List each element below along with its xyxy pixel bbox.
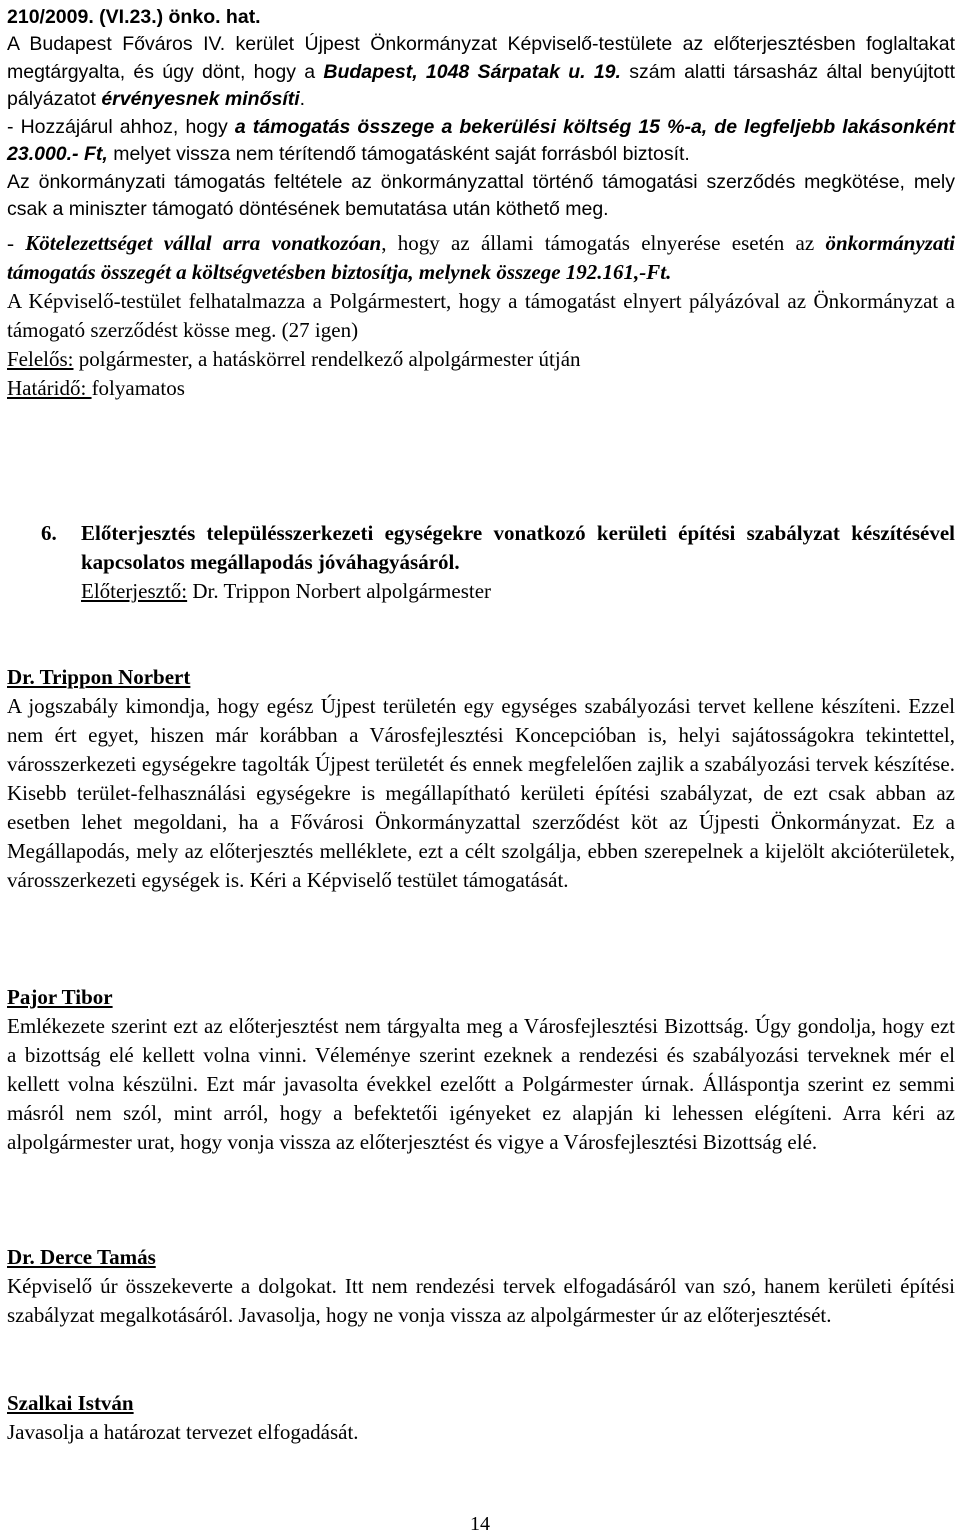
speech-szalkai [7,1389,955,1447]
speaker-name: Dr. Derce Tamás [7,1245,156,1269]
agenda-item-presenter: Előterjesztő: Dr. Trippon Norbert alpolgármester [81,579,492,603]
resolution-block-serif [7,229,955,403]
responsible-line: Felelős: polgármester, a hatáskörrel rendelkező alpolgármester útján [7,347,581,371]
agenda-item [7,519,955,606]
page-number: 14 [470,1513,490,1535]
resolution-block [7,4,955,224]
speech-trippon [7,663,955,895]
resolution-paragraph-4: - Kötelezettséget vállal arra vonatkozóan, hogy az állami támogatás elnyerése esetén az önkormányzati támogatás összegét a költségvetésben biztosítja, melynek összege 192.161,-Ft. [7,231,956,284]
speaker-name: Dr. Trippon Norbert [7,665,191,689]
speech-derce [7,1243,955,1330]
speech-pajor [7,983,955,1157]
speech-text: Javasolja a határozat tervezet elfogadását. [7,1420,359,1444]
resolution-number: 210/2009. (VI.23.) önko. hat. [7,6,261,28]
speech-text: Emlékezete szerint ezt az előterjesztést nem tárgyalta meg a Városfejlesztési Bizottság. Úgy gondolja, hogy ezt a bizottság elé kellett volna vinni. Véleménye szerint ezeknek a rendezési és szabályozási terveknek mér el kellett volna készülni. Ezt már javasolta évekkel ezelőtt a Polgármester úrnak. Álláspontja szerint ez semmi másról nem szól, mint arról, hogy a befektetői igényeket ez alapján ki lehessen elégíteni. Arra kéri az alpolgármester urat, hogy vonja vissza az előterjesztést és vigye a Városfejlesztési Bizottság elé. [7,1014,955,1154]
resolution-paragraph-1: A Budapest Főváros IV. kerület Újpest Önkormányzat Képviselő-testülete az előterjesztésben foglaltakat megtárgyalta, és úgy dönt, hogy a Budapest, 1048 Sárpatak u. 19. szám alatti társasház által benyújtott pályázatot érvényesnek minősíti. [7,33,955,110]
agenda-item-title: 6. Előterjesztés településszerkezeti egységekre vonatkozó kerületi építési szabályzat készítésével kapcsolatos megállapodás jóváhagyásáról. [41,521,955,574]
speech-text: A jogszabály kimondja, hogy egész Újpest területén egy egységes szabályozási tervet kellene készíteni. Ezzel nem ért egyet, hiszen már korábban a Városfejlesztési Koncepcióban is, helyi sajátosságokra tekintettel, városszerkezeti egységekre tagolták Újpest területét és ennek megfelelően zajlik a szabályozási tervek készítése. Kisebb terület-felhasználási egységekre is megállapítható kerületi építési szabályzat, de ezt csak abban az esetben lehet megoldani, ha a Fővárosi Önkormányzattal szerződést köt az Újpesti Önkormányzat. Ez a Megállapodás, mely az előterjesztés melléklete, ezt a célt szolgálja, ebben szerepelnek a kijelölt akcióterületek, városszerkezeti egységek is. Kéri a Képviselő testület támogatását. [7,694,955,892]
deadline-line: Határidő: folyamatos [7,376,185,400]
speaker-name: Szalkai István [7,1391,134,1415]
agenda-item-number: 6. [41,521,57,545]
resolution-paragraph-3: Az önkormányzati támogatás feltétele az önkormányzattal történő támogatási szerződés megkötése, mely csak a miniszter támogató döntésének bemutatása után köthető meg. [7,170,955,220]
speech-text: Képviselő úr összekeverte a dolgokat. Itt nem rendezési tervek elfogadásáról van szó, hanem kerületi építési szabályzat megalkotásáról. Javasolja, hogy ne vonja vissza az alpolgármester úr az előterjesztését. [7,1274,955,1327]
resolution-paragraph-2: - Hozzájárul ahhoz, hogy a támogatás összege a bekerülési költség 15 %-a, de legfeljebb lakásonként 23.000.- Ft, melyet vissza nem térítendő támogatásként saját forrásból biztosít. [7,115,955,165]
speaker-name: Pajor Tibor [7,985,113,1009]
resolution-paragraph-5: A Képviselő-testület felhatalmazza a Polgármestert, hogy a támogatást elnyert pályázóval az Önkormányzat a támogató szerződést kösse meg. (27 igen) [7,289,955,342]
